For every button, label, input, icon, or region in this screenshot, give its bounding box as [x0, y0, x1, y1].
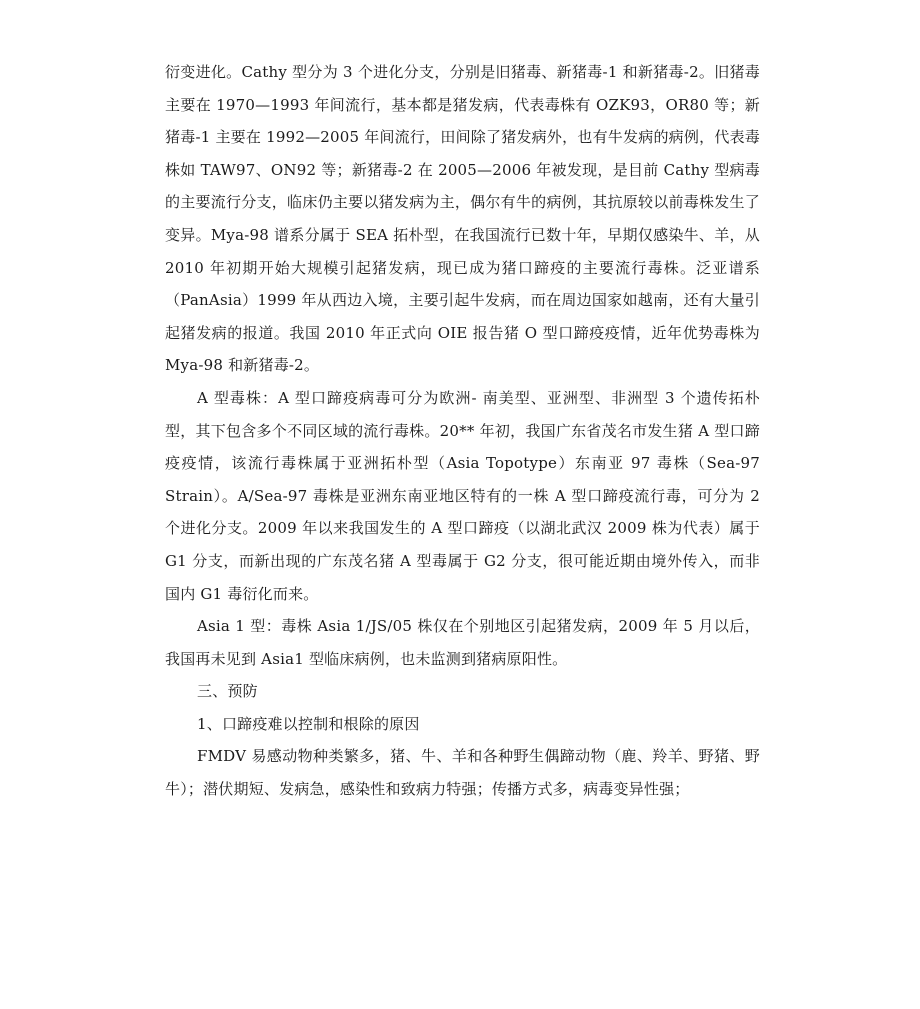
paragraph-type-a-strain: A 型毒株：A 型口蹄疫病毒可分为欧洲- 南美型、亚洲型、非洲型 3 个遗传拓朴型，其下包含多个不同区域的流行毒株。20** 年初，我国广东省茂名市发生猪 A 型口蹄疫疫情，该流行毒株属于亚洲拓朴型（Asia Topotype）东南亚 97 毒株（Sea-97 Strain）。A/Sea-97 毒株是亚洲东南亚地区特有的一株 A 型口蹄疫流行毒，可分为 2 个进化分支。2009 年以来我国发生的 A 型口蹄疫（以湖北武汉 2009 株为代表）属于 G1 分支，而新出现的广东茂名猪 A 型毒属于 G2 分支，很可能近期由境外传入，而非国内 G1 毒衍化而来。 — [165, 388, 760, 603]
paragraph-fmdv-susceptible-animals: FMDV 易感动物种类繁多，猪、牛、羊和各种野生偶蹄动物（鹿、羚羊、野猪、野牛）；潜伏期短、发病急，感染性和致病力特强；传播方式多，病毒变异性强； — [165, 747, 760, 799]
subsection-heading-control-difficulty: 1、口蹄疫难以控制和根除的原因 — [197, 714, 420, 733]
paragraph-cathy-lineage: 衍变进化。Cathy 型分为 3 个进化分支，分别是旧猪毒、新猪毒-1 和新猪毒-2。旧猪毒主要在 1970—1993 年间流行，基本都是猪发病，代表毒株有 OZK93，OR80 等；新猪毒-1 主要在 1992—2005 年间流行，田间除了猪发病外，也有牛发病的病例，代表毒株如 TAW97、ON92 等；新猪毒-2 在 2005—2006 年被发现，是目前 Cathy 型病毒的主要流行分支，临床仍主要以猪发病为主，偶尔有牛的病例，其抗原较以前毒株发生了变异。Mya-98 谱系分属于 SEA 拓朴型，在我国流行已数十年，早期仅感染牛、羊，从 2010 年初期开始大规模引起猪发病，现已成为猪口蹄疫的主要流行毒株。泛亚谱系（PanAsia）1999 年从西边入境，主要引起牛发病，而在周边国家如越南，还有大量引起猪发病的报道。我国 2010 年正式向 OIE 报告猪 O 型口蹄疫疫情，近年优势毒株为 Mya-98 和新猪毒-2。 — [165, 63, 760, 375]
document-body — [165, 56, 760, 806]
section-heading-prevention: 三、预防 — [197, 682, 258, 701]
paragraph-asia1-strain: Asia 1 型：毒株 Asia 1/JS/05 株仅在个别地区引起猪发病，2009 年 5 月以后，我国再未见到 Asia1 型临床病例，也未监测到猪病原阳性。 — [165, 617, 760, 668]
